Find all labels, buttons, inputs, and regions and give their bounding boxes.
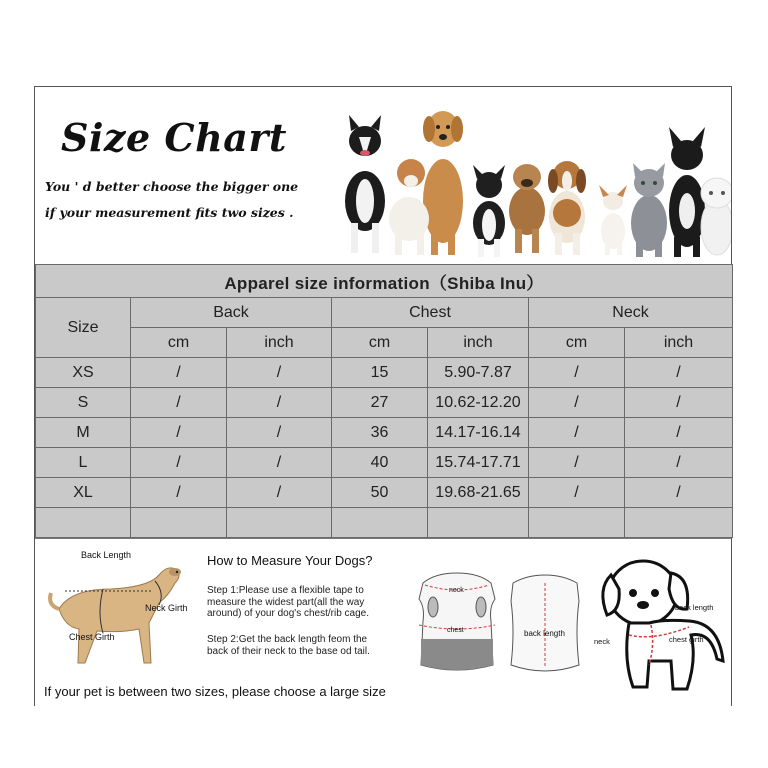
chest-cm-cell: 27	[332, 388, 428, 418]
cartoon-back-length-label: back length	[675, 603, 714, 612]
neck-inch-cell: /	[625, 448, 733, 478]
measure-section	[35, 538, 731, 706]
unit-header: cm	[332, 328, 428, 358]
neck-group-header: Neck	[529, 298, 733, 328]
back-cm-cell: /	[131, 448, 227, 478]
size-cell: XS	[36, 358, 131, 388]
tip-line-2: if your measurement fits two sizes .	[45, 205, 294, 220]
size-cell: L	[36, 448, 131, 478]
table-row	[36, 478, 733, 508]
neck-inch-cell: /	[625, 358, 733, 388]
neck-cm-cell: /	[529, 448, 625, 478]
boston-terrier-illustration	[473, 165, 505, 257]
chest-inch-cell: 15.74-17.71	[428, 448, 529, 478]
cartoon-chest-girth-label: chest girth	[669, 635, 704, 644]
neck-inch-cell: /	[625, 388, 733, 418]
size-table	[35, 264, 733, 538]
table-caption: Apparel size information（Shiba Inu）	[36, 265, 733, 298]
chest-inch-cell: 10.62-12.20	[428, 388, 529, 418]
back-length-label: Back Length	[81, 550, 132, 560]
border-collie-illustration	[345, 115, 385, 253]
back-cm-cell: /	[131, 478, 227, 508]
chest-cm-cell: 40	[332, 448, 428, 478]
table-empty-row	[36, 508, 733, 538]
table-caption-row	[36, 265, 733, 298]
back-inch-cell: /	[227, 418, 332, 448]
size-cell: M	[36, 418, 131, 448]
neck-girth-label: Neck Girth	[145, 603, 188, 613]
neck-cm-cell: /	[529, 358, 625, 388]
golden-retriever-illustration	[423, 111, 463, 255]
garment-back-length-label: back length	[524, 629, 565, 638]
table-unit-header-row	[36, 328, 733, 358]
cartoon-dog-illustration	[593, 549, 729, 701]
garment-back-illustration	[507, 571, 583, 681]
back-inch-cell: /	[227, 448, 332, 478]
tip-line-1: You ' d better choose the bigger one	[45, 179, 299, 194]
unit-header: inch	[428, 328, 529, 358]
chest-cm-cell: 36	[332, 418, 428, 448]
unit-header: cm	[131, 328, 227, 358]
chest-cm-cell: 50	[332, 478, 428, 508]
chest-group-header: Chest	[332, 298, 529, 328]
unit-header: inch	[227, 328, 332, 358]
garment-neck-label: neck	[449, 587, 464, 594]
size-cell: XL	[36, 478, 131, 508]
size-column-header: Size	[36, 298, 131, 358]
neck-cm-cell: /	[529, 388, 625, 418]
table-row	[36, 448, 733, 478]
chest-cm-cell: 15	[332, 358, 428, 388]
back-inch-cell: /	[227, 388, 332, 418]
empty-cell	[332, 508, 428, 538]
back-group-header: Back	[131, 298, 332, 328]
empty-cell	[131, 508, 227, 538]
table-row	[36, 418, 733, 448]
white-cat-illustration	[701, 178, 731, 255]
header-banner	[35, 87, 731, 264]
neck-cm-cell: /	[529, 478, 625, 508]
measure-step-1: Step 1:Please use a flexible tape to measure the widest part(all the way around) of your dog's chest/rib cage.	[207, 585, 370, 619]
cartoon-neck-label: neck	[594, 637, 610, 646]
empty-cell	[428, 508, 529, 538]
garment-chest-label: chest	[447, 627, 464, 634]
table-group-header-row	[36, 298, 733, 328]
measure-heading: How to Measure Your Dogs?	[207, 553, 373, 568]
size-chart-card	[34, 86, 732, 706]
back-inch-cell: /	[227, 358, 332, 388]
measure-step-2: Step 2:Get the back length feom the back of their neck to the base od tail.	[207, 634, 370, 657]
empty-cell	[36, 508, 131, 538]
small-brown-dog-illustration	[509, 164, 545, 253]
back-cm-cell: /	[131, 388, 227, 418]
beagle-illustration	[548, 161, 586, 255]
neck-inch-cell: /	[625, 418, 733, 448]
back-cm-cell: /	[131, 418, 227, 448]
back-inch-cell: /	[227, 478, 332, 508]
chest-inch-cell: 5.90-7.87	[428, 358, 529, 388]
empty-cell	[529, 508, 625, 538]
chest-girth-label: Chest Girth	[69, 632, 115, 642]
garment-front-illustration	[415, 569, 499, 679]
page-title: Size Chart	[61, 115, 287, 160]
unit-header: inch	[625, 328, 733, 358]
empty-cell	[227, 508, 332, 538]
pets-group-illustration	[331, 101, 731, 261]
unit-header: cm	[529, 328, 625, 358]
back-cm-cell: /	[131, 358, 227, 388]
footer-note: If your pet is between two sizes, please choose a large size	[44, 684, 386, 699]
jack-russell-illustration	[389, 159, 429, 255]
grey-cat-illustration	[631, 163, 667, 257]
neck-inch-cell: /	[625, 478, 733, 508]
table-row	[36, 388, 733, 418]
chest-inch-cell: 19.68-21.65	[428, 478, 529, 508]
chest-inch-cell: 14.17-16.14	[428, 418, 529, 448]
empty-cell	[625, 508, 733, 538]
chihuahua-illustration	[599, 185, 627, 255]
size-cell: S	[36, 388, 131, 418]
french-bulldog-illustration	[669, 127, 705, 257]
table-row	[36, 358, 733, 388]
neck-cm-cell: /	[529, 418, 625, 448]
